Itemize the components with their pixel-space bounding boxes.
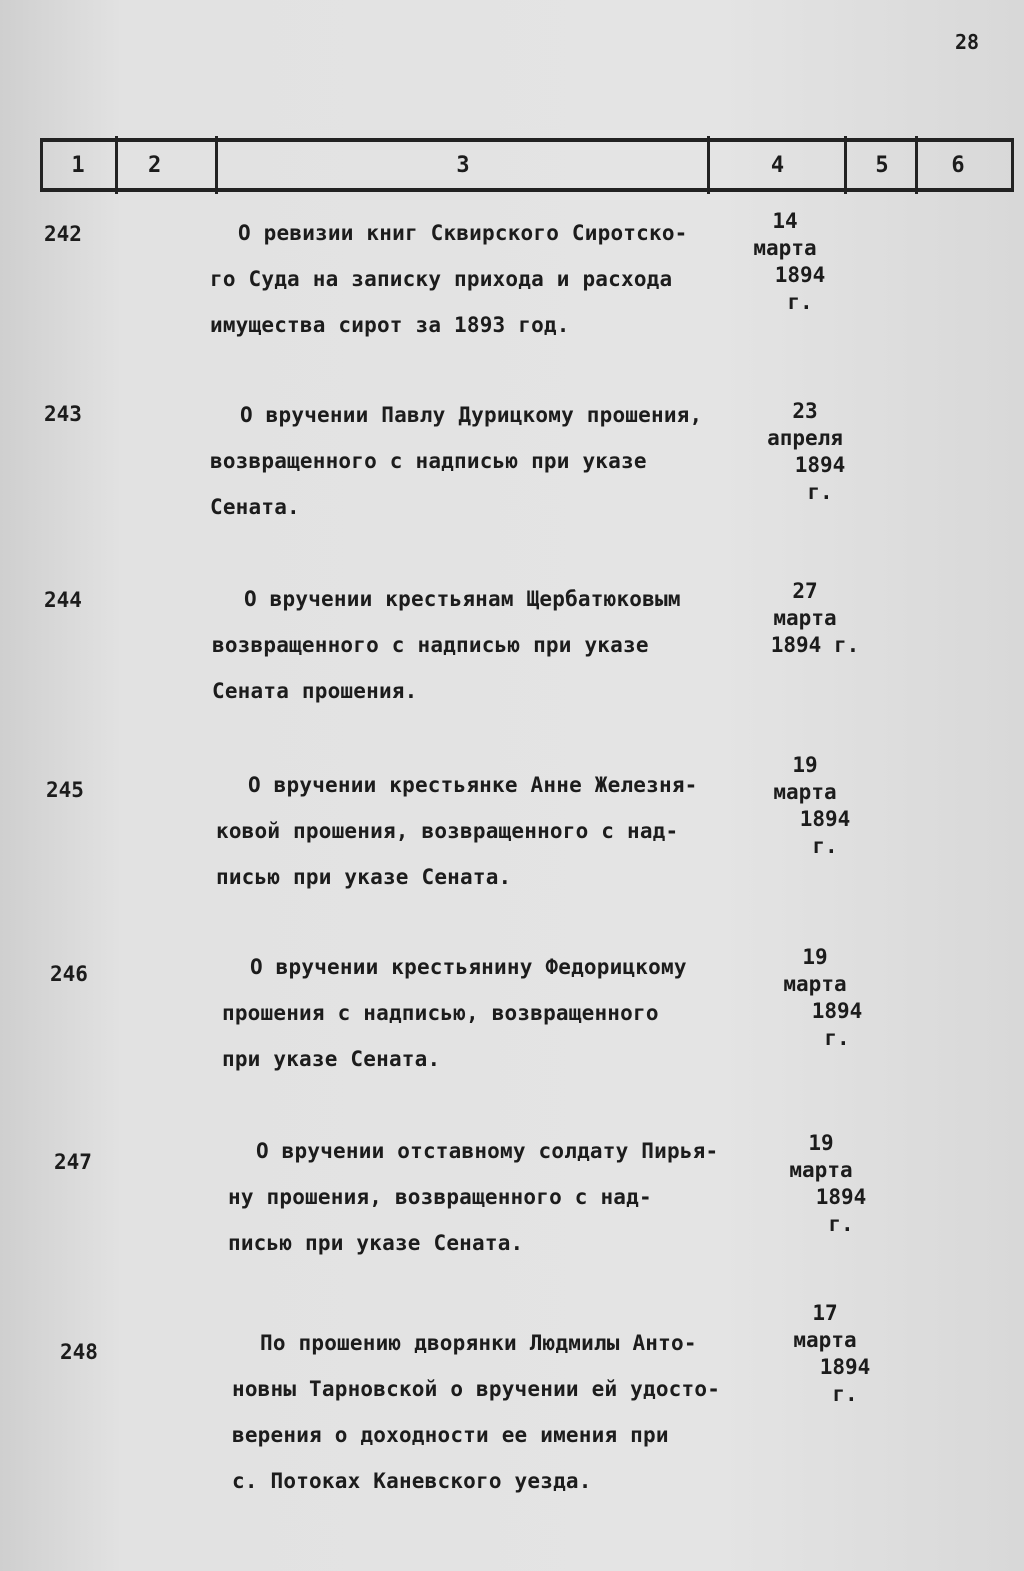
entry-text-line: О ревизии книг Сквирского Сиротско- — [238, 221, 688, 245]
date-year: 1894 г. — [794, 453, 846, 504]
date-day: 27 — [792, 579, 818, 603]
date-year: 1894 г. — [799, 807, 851, 858]
entry-text-line: возвращенного с надписью при указе — [212, 633, 649, 657]
column-header-3: 3 — [456, 152, 470, 178]
entry-text-line: писью при указе Сената. — [228, 1231, 524, 1255]
entry-text-line: О вручении отставному солдату Пирья- — [256, 1139, 719, 1163]
date-year: 1894 г. — [815, 1185, 867, 1236]
entry-text-line: О вручении крестьянам Щербатюковым — [244, 587, 681, 611]
column-header-2: 2 — [148, 152, 162, 178]
date-day: 19 — [792, 753, 818, 777]
column-header-6: 6 — [951, 152, 965, 178]
entry-date — [750, 752, 860, 860]
entry-date — [750, 398, 860, 506]
column-header-1: 1 — [71, 152, 85, 178]
entry-text-line: По прошению дворянки Людмилы Анто- — [260, 1331, 697, 1355]
entry-number: 248 — [60, 1340, 98, 1364]
date-month: марта — [753, 236, 817, 260]
page-number: 28 — [955, 30, 980, 54]
entry-number: 243 — [44, 402, 82, 426]
entry-text-line: имущества сирот за 1893 год. — [210, 313, 570, 337]
date-month: марта — [789, 1158, 853, 1182]
entry-text-line: го Суда на записку прихода и расхода — [210, 267, 673, 291]
entry-number: 247 — [54, 1150, 92, 1174]
entry-text-line: Сената прошения. — [212, 679, 418, 703]
column-header-table — [40, 138, 1014, 192]
entry-date — [770, 1300, 880, 1408]
entry-number: 245 — [46, 778, 84, 802]
entry-text-line: прошения с надписью, возвращенного — [222, 1001, 659, 1025]
entry-number: 242 — [44, 222, 82, 246]
date-year: 1894 г. — [819, 1355, 871, 1406]
date-month: марта — [793, 1328, 857, 1352]
entry-date — [750, 578, 860, 659]
entry-date — [766, 1130, 876, 1238]
date-day: 19 — [808, 1131, 834, 1155]
entry-text-line: ну прошения, возвращенного с над- — [228, 1185, 652, 1209]
date-day: 17 — [812, 1301, 838, 1325]
entry-number: 244 — [44, 588, 82, 612]
entry-text-line: верения о доходности ее имения при — [232, 1423, 669, 1447]
date-day: 23 — [792, 399, 818, 423]
entry-text-line: Сената. — [210, 495, 300, 519]
entry-date — [730, 208, 840, 316]
date-year: 1894 г. — [811, 999, 863, 1050]
date-month: апреля — [767, 426, 843, 450]
date-year: 1894 г. — [770, 633, 860, 657]
entry-text-line: О вручении Павлу Дурицкому прошения, — [240, 403, 703, 427]
date-day: 14 — [772, 209, 798, 233]
date-month: марта — [773, 780, 837, 804]
entry-text-line: О вручении крестьянину Федорицкому — [250, 955, 687, 979]
entry-text-line: возвращенного с надписью при указе — [210, 449, 647, 473]
entry-text-line: при указе Сената. — [222, 1047, 441, 1071]
column-header-5: 5 — [875, 152, 889, 178]
date-day: 19 — [802, 945, 828, 969]
column-header-4: 4 — [770, 152, 785, 178]
date-year: 1894 г. — [774, 263, 826, 314]
entry-text-line: ковой прошения, возвращенного с над- — [216, 819, 679, 843]
entry-text-line: с. Потоках Каневского уезда. — [232, 1469, 592, 1493]
entry-text-line: О вручении крестьянке Анне Железня- — [248, 773, 698, 797]
entry-text-line: новны Тарновской о вручении ей удосто- — [232, 1377, 721, 1401]
entry-text-line: писью при указе Сената. — [216, 865, 512, 889]
date-month: марта — [783, 972, 847, 996]
date-month: марта — [773, 606, 837, 630]
entry-date — [760, 944, 870, 1052]
entry-number: 246 — [50, 962, 88, 986]
